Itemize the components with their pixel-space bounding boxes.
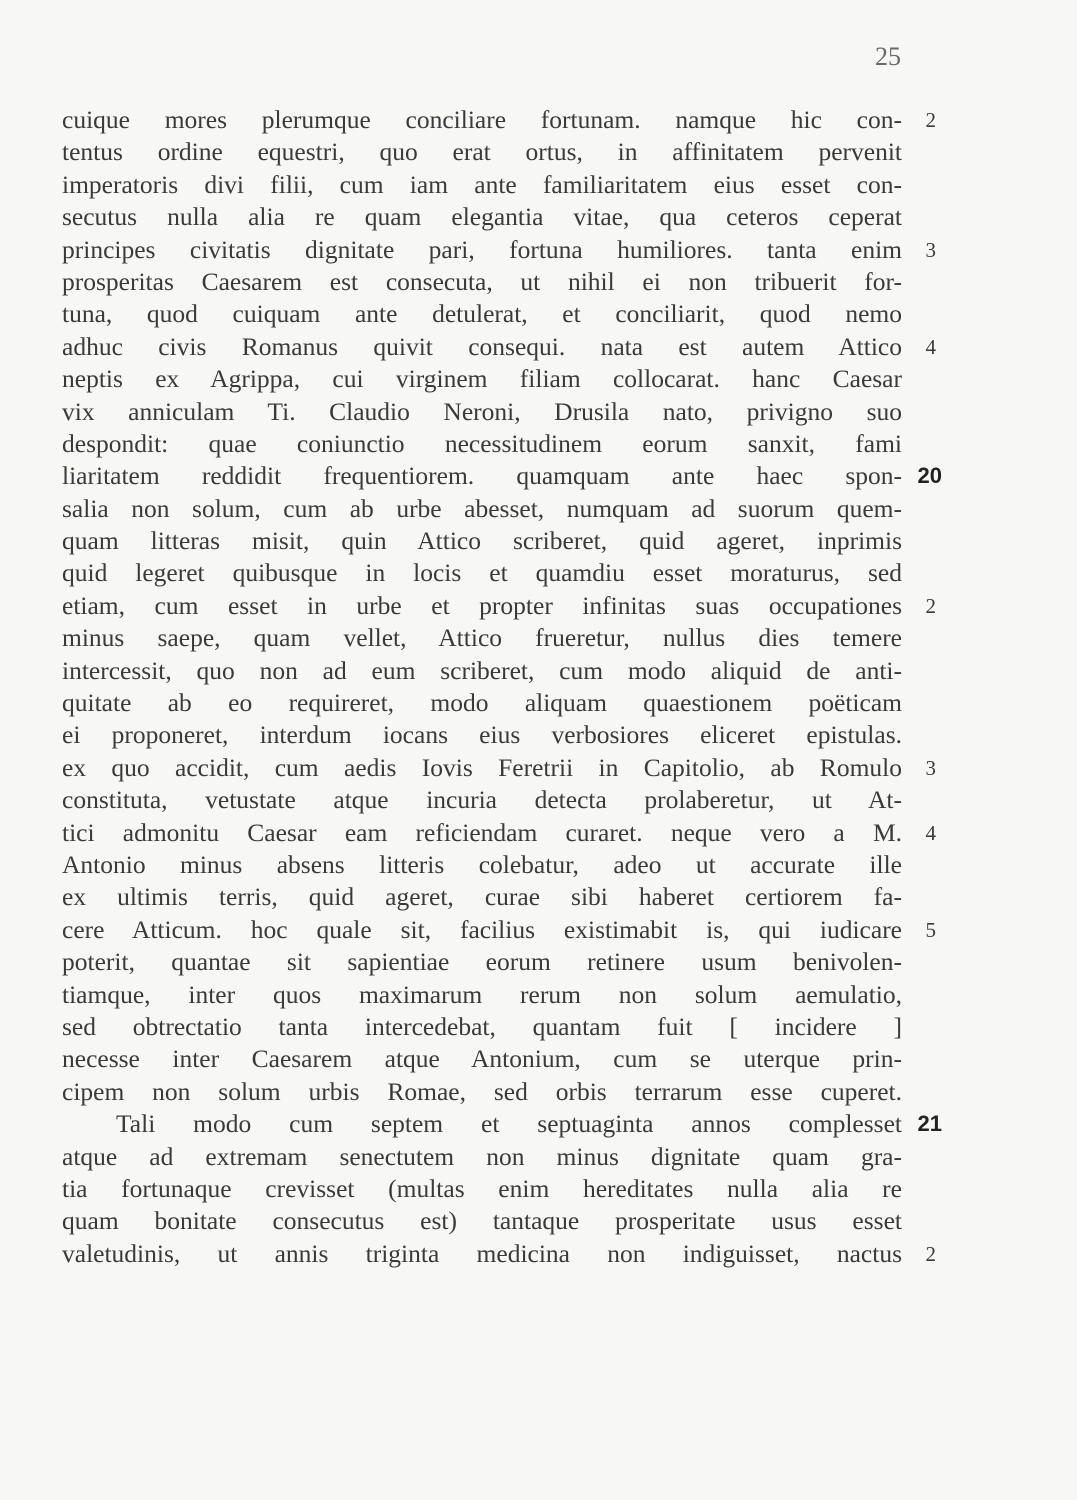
text-line [62, 1043, 902, 1075]
line-text: quam litteras misit, quin Attico scriberet, quid ageret, inprimis [62, 526, 902, 556]
line-text: Tali modo cum septem et septuaginta annos complesset [116, 1109, 902, 1139]
line-text: tiamque, inter quos maximarum rerum non solum aemulatio, [62, 979, 902, 1009]
text-line [62, 849, 902, 881]
line-text: cipem non solum urbis Romae, sed orbis terrarum esse cuperet. [62, 1076, 902, 1106]
text-line [62, 557, 902, 589]
text-line [62, 1011, 902, 1043]
line-text: principes civitatis dignitate pari, fortuna humiliores. tanta enim [62, 234, 902, 264]
line-text: cere Atticum. hoc quale sit, facilius existimabit is, qui iudicare [62, 914, 902, 944]
text-line [62, 169, 902, 201]
line-text: tentus ordine equestri, quo erat ortus, in affinitatem pervenit [62, 137, 902, 167]
text-line [62, 914, 936, 946]
line-text: ex quo accidit, cum aedis Iovis Feretrii in Capitolio, ab Romulo [62, 752, 902, 782]
text-line [62, 396, 902, 428]
latin-text-block [62, 104, 942, 1270]
chapter-number: 21 [917, 1111, 942, 1137]
section-marker: 5 [925, 917, 936, 942]
text-line [62, 104, 936, 136]
section-marker: 2 [925, 1241, 936, 1266]
section-marker: 4 [925, 334, 936, 359]
text-line [62, 1108, 942, 1140]
text-line [62, 1141, 902, 1173]
text-line [62, 687, 902, 719]
text-line [62, 331, 936, 363]
line-text: necesse inter Caesarem atque Antonium, cum se uterque prin- [62, 1044, 902, 1074]
line-text: atque ad extremam senectutem non minus dignitate quam gra- [62, 1141, 902, 1171]
text-line [62, 298, 902, 330]
line-text: quid legeret quibusque in locis et quamdiu esset moraturus, sed [62, 558, 902, 588]
text-line [62, 881, 902, 913]
line-text: intercessit, quo non ad eum scriberet, cum modo aliquid de anti- [62, 655, 902, 685]
text-line [62, 946, 902, 978]
line-text: prosperitas Caesarem est consecuta, ut nihil ei non tribuerit for- [62, 266, 902, 296]
line-text: minus saepe, quam vellet, Attico frueretur, nullus dies temere [62, 623, 902, 653]
text-line [62, 201, 902, 233]
line-text: valetudinis, ut annis triginta medicina non indiguisset, nactus [62, 1238, 902, 1268]
text-line [62, 1238, 936, 1270]
line-text: tici admonitu Caesar eam reficiendam curaret. neque vero a M. [62, 817, 902, 847]
text-line [62, 493, 902, 525]
section-marker: 4 [925, 820, 936, 845]
line-text: Antonio minus absens litteris colebatur, adeo ut accurate ille [62, 849, 902, 879]
line-text: adhuc civis Romanus quivit consequi. nata est autem Attico [62, 331, 902, 361]
text-line [62, 817, 936, 849]
chapter-number: 20 [917, 463, 942, 489]
line-text: etiam, cum esset in urbe et propter infinitas suas occupationes [62, 590, 902, 620]
line-text: despondit: quae coniunctio necessitudinem eorum sanxit, fami [62, 428, 902, 458]
text-line [62, 1076, 902, 1108]
line-text: quam bonitate consecutus est) tantaque prosperitate usus esset [62, 1206, 902, 1236]
text-line [62, 752, 936, 784]
section-marker: 3 [925, 755, 936, 780]
line-text: constituta, vetustate atque incuria detecta prolaberetur, ut At- [62, 785, 902, 815]
line-text: ei proponeret, interdum iocans eius verbosiores eliceret epistulas. [62, 720, 902, 750]
text-line [62, 590, 936, 622]
line-text: tia fortunaque crevisset (multas enim hereditates nulla alia re [62, 1173, 902, 1203]
text-line [62, 655, 902, 687]
text-line [62, 460, 942, 492]
text-line [62, 979, 902, 1011]
section-marker: 3 [925, 237, 936, 262]
text-line [62, 234, 936, 266]
text-line [62, 784, 902, 816]
line-text: salia non solum, cum ab urbe abesset, numquam ad suorum quem- [62, 493, 902, 523]
text-line [62, 1205, 902, 1237]
section-marker: 2 [925, 108, 936, 132]
line-text: vix anniculam Ti. Claudio Neroni, Drusila nato, privigno suo [62, 396, 902, 426]
line-text: cuique mores plerumque conciliare fortunam. namque hic con- [62, 105, 902, 134]
line-text: imperatoris divi filii, cum iam ante familiaritatem eius esset con- [62, 169, 902, 199]
text-line [62, 266, 902, 298]
line-text: sed obtrectatio tanta intercedebat, quantam fuit [ incidere ] [62, 1011, 902, 1041]
line-text: tuna, quod cuiquam ante detulerat, et conciliarit, quod nemo [62, 299, 902, 329]
text-line [62, 136, 902, 168]
text-line [62, 525, 902, 557]
line-text: neptis ex Agrippa, cui virginem filiam collocarat. hanc Caesar [62, 364, 902, 394]
text-line [62, 428, 902, 460]
line-text: quitate ab eo requireret, modo aliquam quaestionem poëticam [62, 688, 902, 718]
text-line [62, 622, 902, 654]
section-marker: 2 [925, 593, 936, 618]
line-text: secutus nulla alia re quam elegantia vitae, qua ceteros ceperat [62, 202, 902, 232]
text-line [62, 1173, 902, 1205]
line-text: poterit, quantae sit sapientiae eorum retinere usum benivolen- [62, 947, 902, 977]
page-number: 25 [875, 42, 901, 71]
text-line [62, 363, 902, 395]
text-line [62, 719, 902, 751]
line-text: liaritatem reddidit frequentiorem. quamquam ante haec spon- [62, 461, 902, 491]
line-text: ex ultimis terris, quid ageret, curae sibi haberet certiorem fa- [62, 882, 902, 912]
